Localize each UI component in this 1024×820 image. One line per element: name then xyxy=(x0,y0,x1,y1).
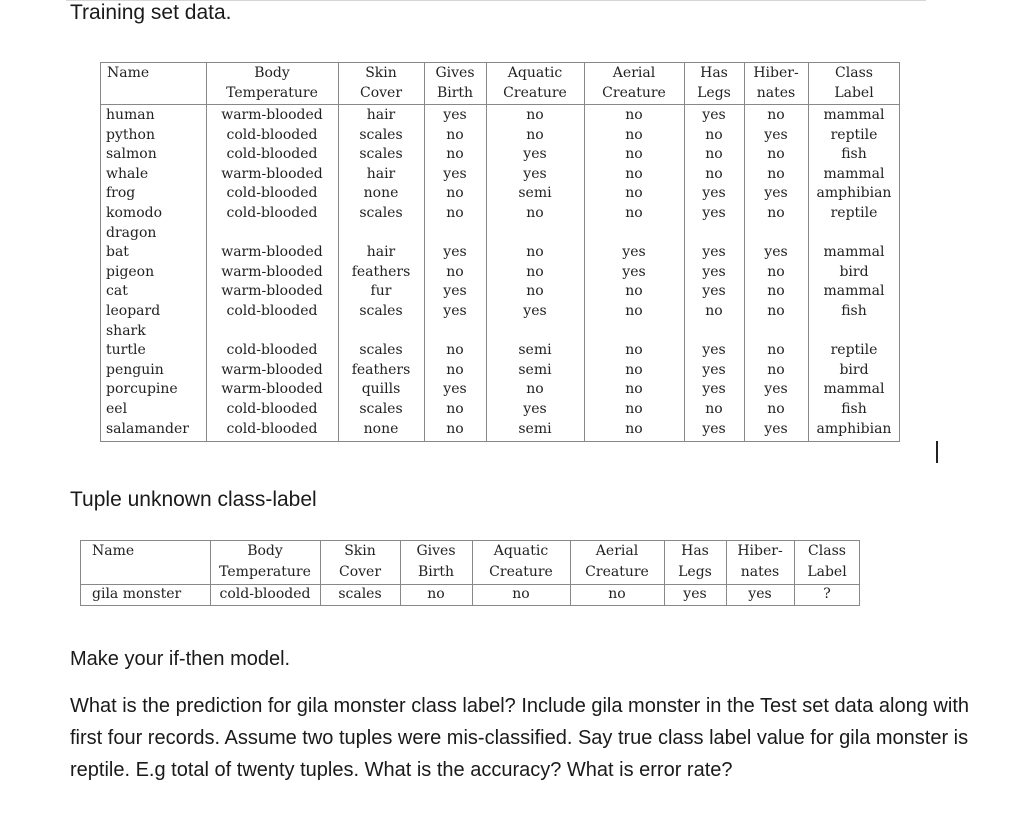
cell-hibernates: no xyxy=(767,303,785,319)
cell-body-temperature: cold-blooded xyxy=(226,126,318,143)
header-skin-cover: Skin xyxy=(344,543,376,559)
cell-name: porcupine xyxy=(106,381,178,398)
cell-body-temperature: warm-blooded xyxy=(221,165,323,182)
header-separator xyxy=(100,104,900,105)
cell-gives-birth: no xyxy=(446,126,464,143)
header-aerial-creature: Creature xyxy=(585,564,649,580)
cell-has-legs: yes xyxy=(702,283,726,300)
cell-gives-birth: no xyxy=(446,420,464,437)
training-set-heading: Training set data. xyxy=(70,1,232,24)
header-class-label: Label xyxy=(807,564,847,580)
cell-gives-birth: yes xyxy=(443,165,467,182)
cell-has-legs: yes xyxy=(702,361,726,378)
cell-skin-cover: hair xyxy=(366,244,396,261)
header-aquatic-creature: Creature xyxy=(503,84,567,101)
header-gives-birth: Gives xyxy=(416,543,456,559)
header-body-temperature: Body xyxy=(247,543,283,559)
cell-aerial-creature: no xyxy=(625,126,643,143)
cell-aquatic-creature: yes xyxy=(523,165,547,182)
cell-aerial-creature: no xyxy=(625,342,643,359)
column-divider xyxy=(100,62,101,442)
header-gives-birth: Birth xyxy=(417,564,455,580)
header-aquatic-creature: Creature xyxy=(489,564,553,580)
header-has-legs: Legs xyxy=(697,84,731,101)
cell-aerial-creature: yes xyxy=(622,263,646,280)
cell-name: turtle xyxy=(106,342,146,359)
cell-aquatic-creature: no xyxy=(526,126,544,143)
cell-name: python xyxy=(106,126,155,143)
cell-aquatic-creature: semi xyxy=(518,420,552,437)
cell-body-temperature: cold-blooded xyxy=(226,303,318,319)
cell-aerial-creature: no xyxy=(625,381,643,398)
cell-class-label: reptile xyxy=(830,342,878,359)
cell-hibernates: no xyxy=(767,205,785,221)
cell-class-label: reptile xyxy=(830,205,878,221)
cell-aquatic-creature: no xyxy=(526,107,544,123)
cell-class-label: fish xyxy=(841,303,867,319)
cell-hibernates: no xyxy=(767,107,785,123)
training-set-table xyxy=(100,62,900,442)
cell-hibernates: yes xyxy=(764,420,788,437)
header-hibernates: Hiber- xyxy=(737,543,783,559)
cell-body-temperature: warm-blooded xyxy=(221,381,323,398)
cell-aquatic-creature: no xyxy=(512,586,530,602)
cell-class-label: mammal xyxy=(823,244,885,261)
header-gives-birth: Birth xyxy=(436,84,474,101)
cell-aerial-creature: no xyxy=(625,401,643,417)
table-border-bottom xyxy=(80,605,860,606)
cell-aquatic-creature: semi xyxy=(518,185,552,202)
cell-hibernates: no xyxy=(767,283,785,300)
cell-name: human xyxy=(106,107,155,123)
cell-gives-birth: yes xyxy=(443,283,467,300)
cell-hibernates: no xyxy=(767,146,785,163)
cell-hibernates: yes xyxy=(764,244,788,261)
cell-skin-cover: scales xyxy=(359,126,403,143)
cell-has-legs: yes xyxy=(702,185,726,202)
cell-skin-cover: feathers xyxy=(351,263,411,280)
header-skin-cover: Cover xyxy=(359,84,403,101)
cell-hibernates: yes xyxy=(764,185,788,202)
header-aerial-creature: Aerial xyxy=(595,543,639,559)
cell-gives-birth: no xyxy=(446,401,464,417)
cell-aquatic-creature: semi xyxy=(518,342,552,359)
cell-body-temperature: cold-blooded xyxy=(226,420,318,437)
header-name: Name xyxy=(92,543,135,559)
cell-aerial-creature: no xyxy=(625,303,643,319)
cell-name: salamander xyxy=(106,420,189,437)
cell-aquatic-creature: no xyxy=(526,205,544,221)
cell-gives-birth: no xyxy=(446,361,464,378)
header-name: Name xyxy=(107,65,150,81)
header-has-legs: Legs xyxy=(678,564,712,580)
cell-class-label: bird xyxy=(839,361,869,378)
cell-hibernates: no xyxy=(767,165,785,182)
header-has-legs: Has xyxy=(700,65,728,81)
header-class-label: Class xyxy=(835,65,873,81)
table-border-top xyxy=(100,62,900,63)
question-paragraph: What is the prediction for gila monster class label? Include gila monster in the Test set data along with first four records. Assume two tuples were mis-classified. Say true class label value for gila monster is reptile. E.g total of twenty tuples. What is the accuracy? What is error rate? xyxy=(70,695,969,781)
header-aerial-creature: Aerial xyxy=(612,65,656,81)
cell-has-legs: yes xyxy=(702,420,726,437)
cell-hibernates: no xyxy=(767,263,785,280)
cell-aerial-creature: no xyxy=(625,185,643,202)
cell-name: bat xyxy=(106,244,129,261)
cell-has-legs: no xyxy=(705,126,723,143)
cell-hibernates: no xyxy=(767,401,785,417)
cell-name: salmon xyxy=(106,146,157,163)
cell-has-legs: yes xyxy=(702,342,726,359)
cell-hibernates: no xyxy=(767,342,785,359)
cell-gives-birth: yes xyxy=(443,244,467,261)
cell-body-temperature: warm-blooded xyxy=(221,107,323,123)
cell-has-legs: yes xyxy=(702,107,726,123)
header-aerial-creature: Creature xyxy=(602,84,666,101)
cell-has-legs: yes xyxy=(702,205,726,221)
cell-gives-birth: yes xyxy=(443,107,467,123)
header-body-temperature: Body xyxy=(254,65,290,81)
cell-aquatic-creature: yes xyxy=(523,146,547,163)
cell-class-label: amphibian xyxy=(816,185,892,202)
header-class-label: Label xyxy=(834,84,874,101)
cell-class-label: mammal xyxy=(823,381,885,398)
header-skin-cover: Skin xyxy=(365,65,397,81)
cell-skin-cover: scales xyxy=(359,401,403,417)
unknown-tuple-table xyxy=(80,540,860,610)
cell-skin-cover: scales xyxy=(359,205,403,221)
header-gives-birth: Gives xyxy=(435,65,475,81)
table-border-top xyxy=(80,540,860,541)
cell-name: leopard xyxy=(106,303,161,319)
cell-name: cat xyxy=(106,283,128,300)
cell-class-label: reptile xyxy=(830,126,878,143)
cell-name: whale xyxy=(106,165,149,182)
cell-gives-birth: no xyxy=(446,205,464,221)
table-border-bottom xyxy=(100,441,900,442)
cell-aquatic-creature: no xyxy=(526,381,544,398)
cell-skin-cover: scales xyxy=(359,146,403,163)
cell-has-legs: no xyxy=(705,401,723,417)
instruction-paragraph: Make your if-then model. xyxy=(70,648,291,670)
cell-has-legs: yes xyxy=(702,244,726,261)
cell-body-temperature: cold-blooded xyxy=(226,401,318,417)
header-aquatic-creature: Aquatic xyxy=(493,543,549,559)
header-hibernates: Hiber- xyxy=(753,65,799,81)
cell-body-temperature: cold-blooded xyxy=(226,185,318,202)
cell-aerial-creature: no xyxy=(625,146,643,163)
cell-skin-cover: hair xyxy=(366,165,396,182)
header-body-temperature: Temperature xyxy=(219,564,311,580)
text-cursor xyxy=(936,441,938,463)
cell-skin-cover: scales xyxy=(359,342,403,359)
unknown-tuple-heading: Tuple unknown class-label xyxy=(70,488,317,511)
cell-hibernates: yes xyxy=(764,126,788,143)
cell-name: pigeon xyxy=(106,263,155,280)
cell-has-legs: yes xyxy=(702,381,726,398)
cell-has-legs: no xyxy=(705,146,723,163)
cell-skin-cover: fur xyxy=(370,283,392,300)
cell-skin-cover: none xyxy=(363,185,399,202)
cell-gives-birth: no xyxy=(446,146,464,163)
cell-gives-birth: no xyxy=(446,263,464,280)
column-divider xyxy=(80,540,81,606)
cell-class-label: mammal xyxy=(823,165,885,182)
cell-gives-birth: no xyxy=(446,185,464,202)
cell-name: komodo xyxy=(106,205,163,221)
cell-class-label: mammal xyxy=(823,283,885,300)
header-hibernates: nates xyxy=(756,84,796,101)
cell-skin-cover: scales xyxy=(338,586,382,602)
cell-hibernates: yes xyxy=(764,381,788,398)
cell-class-label: fish xyxy=(841,146,867,163)
cell-body-temperature: warm-blooded xyxy=(221,283,323,300)
header-body-temperature: Temperature xyxy=(226,84,318,101)
cell-name: gila monster xyxy=(92,586,182,602)
cell-gives-birth: yes xyxy=(443,381,467,398)
cell-gives-birth: no xyxy=(427,586,445,602)
cell-name: frog xyxy=(106,185,136,202)
cell-aquatic-creature: yes xyxy=(523,401,547,417)
cell-aerial-creature: no xyxy=(608,586,626,602)
cell-class-label: amphibian xyxy=(816,420,892,437)
header-skin-cover: Cover xyxy=(338,564,382,580)
cell-hibernates: no xyxy=(767,361,785,378)
cell-skin-cover: feathers xyxy=(351,361,411,378)
cell-body-temperature: cold-blooded xyxy=(219,586,311,602)
header-class-label: Class xyxy=(808,543,846,559)
cell-skin-cover: scales xyxy=(359,303,403,319)
cell-body-temperature: warm-blooded xyxy=(221,263,323,280)
cell-name: penguin xyxy=(106,361,164,378)
cell-aquatic-creature: semi xyxy=(518,361,552,378)
cell-body-temperature: cold-blooded xyxy=(226,205,318,221)
cell-name: eel xyxy=(106,401,128,417)
cell-aerial-creature: yes xyxy=(622,244,646,261)
cell-skin-cover: none xyxy=(363,420,399,437)
cell-body-temperature: warm-blooded xyxy=(221,244,323,261)
cell-aerial-creature: no xyxy=(625,420,643,437)
cell-aquatic-creature: yes xyxy=(523,303,547,319)
cell-hibernates: yes xyxy=(748,586,772,602)
cell-gives-birth: yes xyxy=(443,303,467,319)
cell-body-temperature: cold-blooded xyxy=(226,342,318,359)
cell-class-label: bird xyxy=(839,263,869,280)
cell-has-legs: no xyxy=(705,165,723,182)
cell-aerial-creature: no xyxy=(625,165,643,182)
cell-aerial-creature: no xyxy=(625,107,643,123)
header-hibernates: nates xyxy=(740,564,780,580)
cell-name: dragon xyxy=(106,224,157,241)
header-aquatic-creature: Aquatic xyxy=(507,65,563,81)
cell-aerial-creature: no xyxy=(625,361,643,378)
cell-aerial-creature: no xyxy=(625,283,643,300)
cell-class-label: mammal xyxy=(823,107,885,123)
cell-aerial-creature: no xyxy=(625,205,643,221)
header-has-legs: Has xyxy=(681,543,709,559)
cell-body-temperature: cold-blooded xyxy=(226,146,318,163)
cell-has-legs: yes xyxy=(683,586,707,602)
cell-name: shark xyxy=(106,322,146,339)
cell-skin-cover: hair xyxy=(366,107,396,123)
cell-gives-birth: no xyxy=(446,342,464,359)
cell-body-temperature: warm-blooded xyxy=(221,361,323,378)
cell-class-label: fish xyxy=(841,401,867,417)
cell-has-legs: no xyxy=(705,303,723,319)
cell-aquatic-creature: no xyxy=(526,283,544,300)
cell-skin-cover: quills xyxy=(361,381,401,398)
cell-aquatic-creature: no xyxy=(526,263,544,280)
cell-has-legs: yes xyxy=(702,263,726,280)
cell-aquatic-creature: no xyxy=(526,244,544,261)
cell-class-label: ? xyxy=(823,586,831,602)
